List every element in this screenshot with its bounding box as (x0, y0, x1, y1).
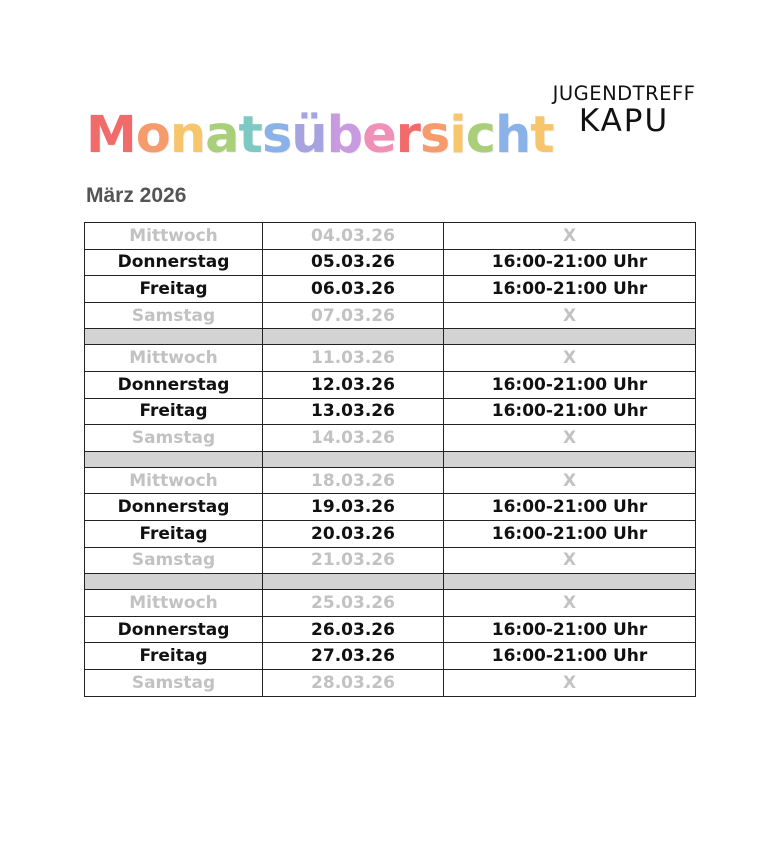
time-cell: 16:00-21:00 Uhr (444, 520, 696, 547)
date-cell: 25.03.26 (263, 590, 444, 617)
title-letter: a (205, 106, 239, 165)
separator-cell (85, 574, 263, 590)
date-cell: 18.03.26 (263, 467, 444, 494)
time-cell: X (444, 223, 696, 250)
date-cell: 05.03.26 (263, 249, 444, 276)
time-cell: 16:00-21:00 Uhr (444, 616, 696, 643)
date-cell: 19.03.26 (263, 494, 444, 521)
title-letter: c (465, 106, 495, 165)
table-row (85, 371, 696, 398)
month-heading: März 2026 (86, 184, 187, 207)
day-cell: Samstag (85, 669, 263, 696)
day-cell: Mittwoch (85, 467, 263, 494)
table-row (85, 467, 696, 494)
day-cell: Freitag (85, 643, 263, 670)
date-cell: 26.03.26 (263, 616, 444, 643)
separator-cell (263, 329, 444, 345)
day-cell: Samstag (85, 425, 263, 452)
date-cell: 04.03.26 (263, 223, 444, 250)
day-cell: Donnerstag (85, 371, 263, 398)
table-row (85, 398, 696, 425)
separator-cell (263, 574, 444, 590)
title-letter: s (419, 106, 450, 165)
opening-hours-table (84, 222, 696, 697)
time-cell: X (444, 425, 696, 452)
day-cell: Mittwoch (85, 590, 263, 617)
time-cell: 16:00-21:00 Uhr (444, 398, 696, 425)
date-cell: 12.03.26 (263, 371, 444, 398)
time-cell: X (444, 302, 696, 329)
week-separator-row (85, 574, 696, 590)
time-cell: X (444, 547, 696, 574)
day-cell: Samstag (85, 302, 263, 329)
day-cell: Mittwoch (85, 223, 263, 250)
table-row (85, 345, 696, 372)
time-cell: 16:00-21:00 Uhr (444, 371, 696, 398)
title-letter: o (135, 106, 170, 165)
separator-cell (85, 329, 263, 345)
time-cell: 16:00-21:00 Uhr (444, 276, 696, 303)
day-cell: Samstag (85, 547, 263, 574)
day-cell: Donnerstag (85, 494, 263, 521)
day-cell: Freitag (85, 398, 263, 425)
logo-line-1: JUGENDTREFF (552, 82, 696, 105)
day-cell: Mittwoch (85, 345, 263, 372)
time-cell: X (444, 345, 696, 372)
table-row (85, 302, 696, 329)
time-cell: X (444, 590, 696, 617)
table-row (85, 616, 696, 643)
time-cell: X (444, 669, 696, 696)
title-letter: i (449, 106, 466, 165)
time-cell: 16:00-21:00 Uhr (444, 249, 696, 276)
date-cell: 13.03.26 (263, 398, 444, 425)
time-cell: 16:00-21:00 Uhr (444, 494, 696, 521)
table-row (85, 223, 696, 250)
page-title (86, 106, 554, 166)
date-cell: 21.03.26 (263, 547, 444, 574)
date-cell: 07.03.26 (263, 302, 444, 329)
date-cell: 20.03.26 (263, 520, 444, 547)
day-cell: Freitag (85, 276, 263, 303)
date-cell: 14.03.26 (263, 425, 444, 452)
day-cell: Donnerstag (85, 249, 263, 276)
day-cell: Freitag (85, 520, 263, 547)
date-cell: 11.03.26 (263, 345, 444, 372)
table-row (85, 590, 696, 617)
table-row (85, 249, 696, 276)
separator-cell (444, 329, 696, 345)
title-letter: t (530, 106, 554, 165)
title-letter: M (86, 106, 136, 165)
title-letter: ü (291, 106, 327, 165)
table-row (85, 425, 696, 452)
table-row (85, 643, 696, 670)
separator-cell (85, 451, 263, 467)
date-cell: 28.03.26 (263, 669, 444, 696)
title-letter: h (494, 106, 531, 165)
week-separator-row (85, 451, 696, 467)
time-cell: X (444, 467, 696, 494)
time-cell: 16:00-21:00 Uhr (444, 643, 696, 670)
separator-cell (263, 451, 444, 467)
logo-line-2: KAPU (578, 103, 670, 139)
title-letter: s (261, 106, 292, 165)
table-row (85, 547, 696, 574)
title-letter: r (395, 106, 420, 165)
title-letter: t (238, 106, 262, 165)
title-letter: n (169, 106, 206, 165)
day-cell: Donnerstag (85, 616, 263, 643)
table-row (85, 276, 696, 303)
date-cell: 06.03.26 (263, 276, 444, 303)
jugendtreff-kapu-logo (542, 82, 706, 139)
table-row (85, 520, 696, 547)
title-letter: e (362, 106, 396, 165)
separator-cell (444, 574, 696, 590)
week-separator-row (85, 329, 696, 345)
table-row (85, 669, 696, 696)
date-cell: 27.03.26 (263, 643, 444, 670)
separator-cell (444, 451, 696, 467)
table-row (85, 494, 696, 521)
title-letter: b (326, 106, 363, 165)
